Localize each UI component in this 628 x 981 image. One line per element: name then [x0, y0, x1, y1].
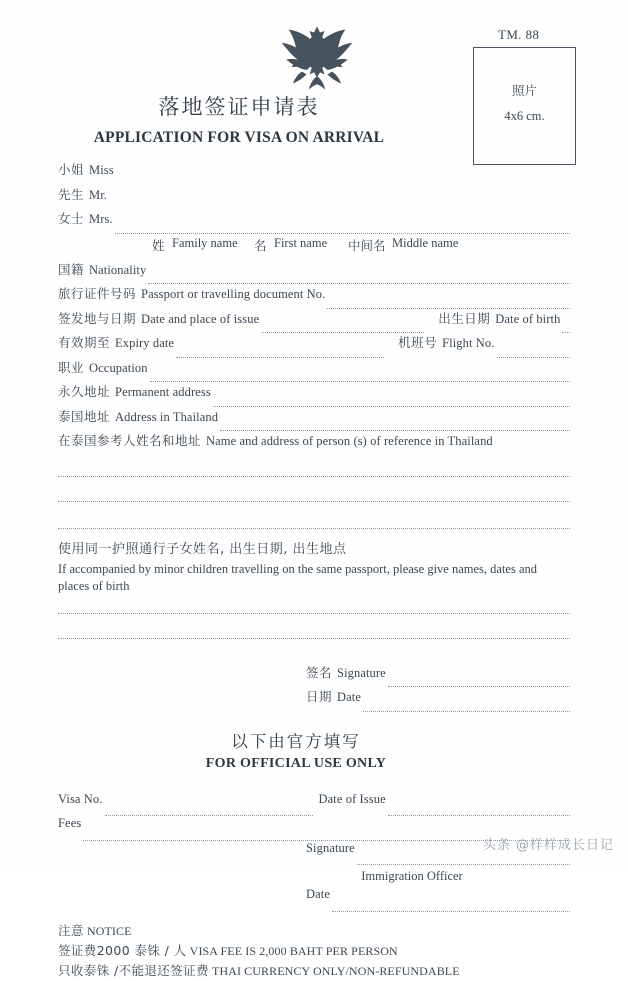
occupation-label-en: Occupation — [89, 360, 148, 375]
notice-title-cn: 注意 — [58, 922, 84, 938]
form-code-label: TM. 88 — [498, 27, 540, 42]
official-use-heading-en: FOR OFFICIAL USE ONLY — [205, 755, 387, 771]
officer-signature-input-line[interactable] — [357, 855, 570, 865]
reference-label-en: Name and address of person (s) of reference in Thailand — [206, 434, 493, 448]
form-body — [58, 160, 570, 981]
first-name-label-cn: 名 — [254, 237, 267, 253]
occupation-label-cn: 职业 — [58, 359, 85, 375]
passport-no-label-cn: 旅行证件号码 — [58, 286, 137, 301]
applicant-signature-input-line[interactable] — [388, 677, 570, 687]
notice-title-en: NOTICE — [86, 923, 132, 938]
occupation-input-line[interactable] — [150, 372, 570, 382]
family-name-label-cn: 姓 — [152, 237, 165, 253]
immigration-officer-caption: Immigration Officer — [361, 869, 463, 883]
salutation-mr-label-en: Mr. — [89, 187, 108, 202]
form-title-english: APPLICATION FOR VISA ON ARRIVAL — [93, 129, 385, 146]
field-row-visa-no — [58, 792, 570, 817]
flight-no-label-cn: 机班号 — [398, 335, 438, 350]
official-use-heading-cn: 以下由官方填写 — [231, 731, 361, 751]
first-name-label-en: First name — [274, 235, 328, 250]
middle-name-label-en: Middle name — [392, 235, 459, 250]
notice-currency-line — [58, 961, 570, 981]
fees-label: Fees — [58, 816, 82, 830]
notice-currency-en: THAI CURRENCY ONLY/NON-REFUNDABLE — [212, 963, 460, 978]
visa-no-input-line[interactable] — [105, 806, 313, 816]
notice-fee-cn: 签证费2000 泰铢 / 人 — [58, 942, 187, 958]
salutation-mrs-label-cn: 女士 — [58, 211, 85, 226]
applicant-date-label-cn: 日期 — [306, 689, 333, 704]
visa-no-label: Visa No. — [58, 791, 103, 806]
officer-date-label: Date — [306, 887, 330, 901]
name-sublabels-row — [58, 236, 570, 260]
salutation-mrs-label-en: Mrs. — [89, 212, 113, 226]
notice-fee-en: VISA FEE IS 2,000 BAHT PER PERSON — [189, 943, 398, 958]
middle-name-label-cn: 中间名 — [348, 237, 386, 253]
salutation-row-miss — [58, 160, 570, 185]
photo-label-chinese: 照片 — [511, 83, 537, 98]
date-of-issue-input-line[interactable] — [388, 806, 570, 816]
date-place-issue-label-en: Date and place of issue — [141, 311, 260, 326]
watermark-attribution: 头条 @样样成长日记 — [482, 838, 614, 853]
date-of-birth-label-en: Date of birth — [495, 311, 561, 326]
permanent-address-label-cn: 永久地址 — [58, 384, 111, 399]
children-section-text-en: If accompanied by minor children travelling on the same passport, please give names, dates and places of birth — [58, 561, 538, 593]
salutation-row-mrs — [58, 209, 570, 234]
salutation-row-mr — [58, 185, 570, 210]
applicant-signature-label-en: Signature — [337, 665, 386, 680]
date-place-issue-label-cn: 签发地与日期 — [58, 310, 137, 326]
nationality-label-cn: 国籍 — [58, 261, 85, 277]
passport-no-input-line[interactable] — [327, 299, 570, 309]
date-place-issue-input-line[interactable] — [261, 323, 424, 333]
applicant-date-input-line[interactable] — [363, 702, 570, 712]
flight-no-label-en: Flight No. — [442, 336, 495, 350]
notice-fee-line — [58, 941, 570, 961]
field-row-applicant-signature — [58, 663, 570, 688]
field-row-applicant-date — [58, 687, 570, 712]
children-section-text-cn: 使用同一护照通行子女姓名, 出生日期, 出生地点 — [58, 541, 347, 557]
salutation-miss-label-en: Miss — [89, 163, 114, 177]
form-header — [0, 0, 628, 175]
thai-garuda-emblem-icon — [279, 22, 355, 94]
expiry-date-input-line[interactable] — [176, 348, 384, 358]
form-title-chinese: 落地签证申请表 — [158, 95, 320, 119]
family-name-label-en: Family name — [172, 235, 238, 250]
date-of-issue-label: Date of Issue — [318, 791, 386, 806]
passport-no-label-en: Passport or travelling document No. — [141, 287, 326, 301]
photo-placeholder-box — [473, 47, 576, 165]
date-of-birth-label-cn: 出生日期 — [438, 310, 491, 326]
reference-label-cn: 在泰国参考人姓名和地址 — [58, 433, 202, 448]
name-input-line[interactable] — [115, 224, 570, 234]
expiry-date-label-cn: 有效期至 — [58, 335, 111, 350]
field-row-permanent-address — [58, 382, 570, 407]
field-row-officer-date — [58, 887, 570, 912]
field-row-address-thailand — [58, 407, 570, 432]
field-row-expiry-and-flight — [58, 333, 570, 358]
permanent-address-input-line[interactable] — [213, 397, 570, 407]
field-row-issue-and-birth — [58, 309, 570, 334]
applicant-signature-label-cn: 签名 — [306, 664, 333, 680]
officer-date-input-line[interactable] — [332, 902, 570, 912]
notice-currency-cn: 只收泰铢 /不能退还签证费 — [58, 962, 209, 978]
salutation-miss-label-cn: 小姐 — [58, 162, 85, 177]
field-row-nationality — [58, 260, 570, 285]
officer-signature-label: Signature — [306, 840, 355, 855]
nationality-label-en: Nationality — [89, 262, 147, 277]
address-thailand-label-en: Address in Thailand — [115, 409, 219, 424]
nationality-input-line[interactable] — [148, 274, 570, 284]
field-row-occupation — [58, 358, 570, 383]
permanent-address-label-en: Permanent address — [115, 385, 211, 399]
expiry-date-label-en: Expiry date — [115, 336, 175, 350]
applicant-date-label-en: Date — [337, 690, 362, 704]
address-thailand-input-line[interactable] — [220, 421, 570, 431]
salutation-mr-label-cn: 先生 — [58, 186, 85, 202]
date-of-birth-input-line[interactable] — [562, 323, 570, 333]
field-row-reference-person — [58, 431, 570, 456]
notice-heading — [58, 921, 570, 941]
photo-size-label: 4x6 cm. — [504, 109, 545, 123]
field-row-passport-no — [58, 284, 570, 309]
address-thailand-label-cn: 泰国地址 — [58, 408, 111, 424]
flight-no-input-line[interactable] — [497, 348, 570, 358]
